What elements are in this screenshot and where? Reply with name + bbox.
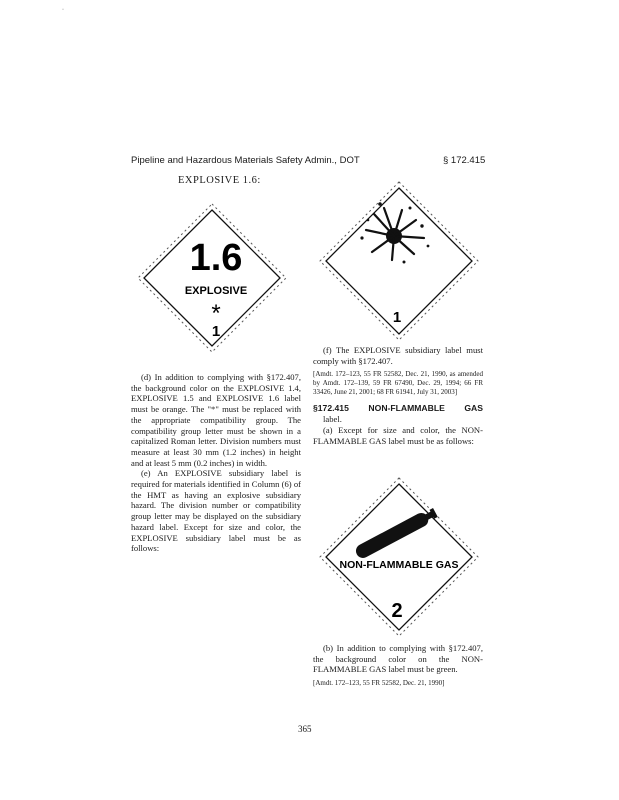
amendment-reference-2: [Amdt. 172–123, 55 FR 52582, Dec. 21, 1990] (313, 679, 445, 688)
right-column-upper (313, 345, 483, 446)
class-number: 2 (391, 600, 403, 622)
right-column-lower (313, 643, 483, 688)
explosive-16-label (136, 202, 288, 354)
gas-cylinder-icon (354, 506, 439, 560)
paragraph-d: (d) In addition to complying with §172.407, the background color on the EXPLOSIVE 1.4, EXPLOSIVE 1.5 and EXPLOSIVE 1.6 label must be orange. The "*" must be replaced with the appropriate compatibility group. The compatibility group letter must be shown in a capitalized Roman letter. Division numbers must measure at least 30 mm (1.2 inches) in height and at least 5 mm (0.2 inches) in width. (131, 372, 301, 468)
explosive-word: EXPLOSIVE (184, 285, 248, 297)
gas-label-text: NON-FLAMMABLE GAS (339, 559, 459, 571)
section-title-b: GAS (464, 403, 483, 414)
class-number: 1 (211, 323, 221, 340)
page-number: 365 (298, 724, 312, 734)
section-title-c: label. (323, 414, 342, 425)
non-flammable-gas-label (318, 476, 480, 638)
paragraph-e: (e) An EXPLOSIVE subsidiary label is required for materials identified in Column (6) of the HMT as having an explosive subsidiary hazard. The division number or compatibility group letter may be displayed on the subsidiary hazard label. Except for size and color, the EXPLOSIVE subsidiary label must be as follows: (131, 468, 301, 554)
speck-mark: · (62, 7, 64, 13)
class-number: 1 (392, 309, 402, 326)
section-heading (313, 403, 483, 414)
amendment-reference: [Amdt. 172–123, 55 FR 52582, Dec. 21, 1990, as amended by Amdt. 172–139, 59 FR 67490, Dec. 29, 1994; 66 FR 33426, June 21, 2001; 68 FR 61941, July 31, 2003] (313, 370, 483, 397)
explosive-subsidiary-label (318, 180, 480, 342)
paragraph-a: (a) Except for size and color, the NON-FLAMMABLE GAS label must be as follows: (313, 424, 483, 446)
running-header-section: § 172.415 (443, 155, 486, 166)
exploding-bomb-icon (360, 202, 429, 263)
section-title-a: NON-FLAMMABLE (368, 403, 445, 414)
paragraph-b: (b) In addition to complying with §172.407, the background color on the NON-FLAMMABLE GAS label must be green. (313, 643, 483, 675)
division-number: 1.6 (189, 237, 243, 279)
explosive-16-caption: EXPLOSIVE 1.6: (178, 175, 261, 186)
left-column (131, 372, 301, 554)
paragraph-f: (f) The EXPLOSIVE subsidiary label must comply with §172.407. (313, 345, 483, 366)
running-header-title: Pipeline and Hazardous Materials Safety Admin., DOT (131, 155, 360, 166)
compat-asterisk: * (211, 300, 221, 327)
section-number: §172.415 (313, 403, 349, 414)
